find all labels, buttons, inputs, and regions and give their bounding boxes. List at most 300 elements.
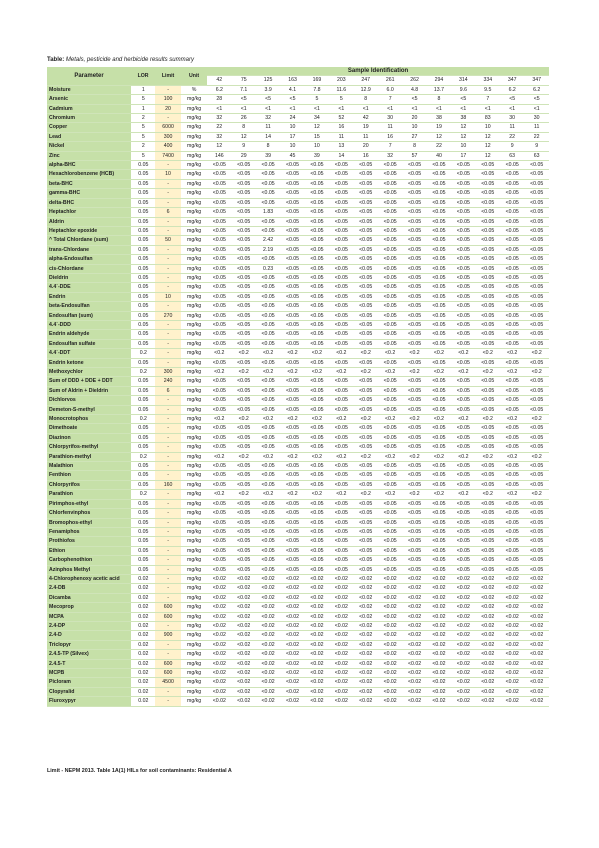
result-cell: <0.05	[329, 527, 353, 536]
limit-cell: 600	[155, 669, 181, 678]
result-cell: 4.8	[402, 85, 426, 94]
result-cell: <0.02	[451, 612, 475, 621]
result-cell: <0.05	[354, 292, 378, 301]
result-cell: <0.05	[354, 386, 378, 395]
result-cell: <0.05	[476, 161, 500, 170]
result-cell: <0.05	[451, 499, 475, 508]
result-cell: <0.05	[500, 273, 524, 282]
lor-cell: 0.05	[131, 236, 155, 245]
result-cell: <0.02	[402, 659, 426, 668]
result-cell: <0.05	[500, 208, 524, 217]
lor-cell: 0.02	[131, 697, 155, 706]
unit-cell: mg/kg	[181, 161, 207, 170]
result-cell: <0.05	[329, 264, 353, 273]
result-cell: <0.05	[524, 320, 549, 329]
result-cell: <0.05	[305, 255, 329, 264]
result-cell: <0.2	[305, 452, 329, 461]
lor-cell: 5	[131, 95, 155, 104]
result-cell: <0.2	[354, 452, 378, 461]
table-row	[47, 424, 549, 433]
result-cell: 12	[451, 123, 475, 132]
sample-id-header: 169	[305, 76, 329, 85]
result-cell: <0.02	[451, 584, 475, 593]
result-cell: 22	[524, 132, 549, 141]
result-cell: <0.02	[378, 631, 402, 640]
result-cell: <0.05	[524, 292, 549, 301]
result-cell: <0.02	[354, 659, 378, 668]
result-cell: 10	[280, 123, 304, 132]
result-cell: <0.05	[476, 405, 500, 414]
result-cell: <0.02	[402, 612, 426, 621]
result-cell: <0.05	[402, 330, 426, 339]
table-row	[47, 574, 549, 583]
result-cell: <0.05	[232, 377, 256, 386]
result-cell: <0.02	[280, 593, 304, 602]
result-cell: <0.05	[207, 217, 231, 226]
result-cell: <0.05	[305, 358, 329, 367]
result-cell: <0.05	[207, 386, 231, 395]
limit-cell: -	[155, 433, 181, 442]
table-row	[47, 283, 549, 292]
result-cell: <0.05	[329, 255, 353, 264]
limit-cell: 6	[155, 386, 181, 395]
result-cell: <0.05	[354, 537, 378, 546]
result-cell: <0.05	[378, 405, 402, 414]
limit-cell: 400	[155, 142, 181, 151]
result-cell: <0.2	[378, 415, 402, 424]
result-cell: <0.02	[280, 678, 304, 687]
result-cell: <0.05	[280, 556, 304, 565]
result-cell: <0.05	[329, 330, 353, 339]
result-cell: <0.05	[402, 537, 426, 546]
result-cell: 5	[329, 95, 353, 104]
result-cell: <0.05	[329, 537, 353, 546]
result-cell: <0.05	[256, 509, 280, 518]
unit-cell: mg/kg	[181, 283, 207, 292]
result-cell: <0.02	[451, 669, 475, 678]
result-cell: 11	[500, 123, 524, 132]
result-cell: <0.05	[476, 546, 500, 555]
result-cell: <0.05	[451, 255, 475, 264]
result-cell: <0.05	[256, 292, 280, 301]
limit-cell: 270	[155, 311, 181, 320]
unit-cell: mg/kg	[181, 640, 207, 649]
result-cell: <0.05	[354, 283, 378, 292]
result-cell: <0.05	[232, 556, 256, 565]
result-cell: <0.02	[354, 650, 378, 659]
result-cell: 32	[207, 132, 231, 141]
result-cell: <0.05	[256, 546, 280, 555]
result-cell: <0.05	[378, 537, 402, 546]
lor-cell: 0.05	[131, 537, 155, 546]
result-cell: <0.05	[232, 170, 256, 179]
result-cell: 12	[305, 123, 329, 132]
result-cell: <0.02	[232, 678, 256, 687]
result-cell: <0.05	[378, 527, 402, 536]
lor-cell: 0.05	[131, 377, 155, 386]
limit-cell: 7400	[155, 151, 181, 160]
result-cell: <1	[476, 104, 500, 113]
result-cell: <0.05	[329, 236, 353, 245]
result-cell: <0.02	[378, 650, 402, 659]
result-cell: <0.05	[280, 443, 304, 452]
result-cell: 19	[427, 123, 451, 132]
result-cell: <0.02	[329, 574, 353, 583]
sample-id-header: 203	[329, 76, 353, 85]
result-cell: <0.05	[256, 471, 280, 480]
result-cell: <0.02	[232, 697, 256, 706]
result-cell: <0.05	[402, 302, 426, 311]
sample-id-header: 163	[280, 76, 304, 85]
result-cell: <0.05	[329, 565, 353, 574]
result-cell: <0.05	[354, 433, 378, 442]
result-cell: <0.02	[427, 659, 451, 668]
limit-cell: 240	[155, 377, 181, 386]
result-cell: <0.2	[280, 349, 304, 358]
result-cell: <1	[354, 104, 378, 113]
result-cell: <0.05	[476, 189, 500, 198]
result-cell: <0.02	[305, 621, 329, 630]
lor-cell: 0.02	[131, 593, 155, 602]
result-cell: <0.05	[329, 170, 353, 179]
result-cell: <0.05	[280, 377, 304, 386]
result-cell: <0.02	[232, 574, 256, 583]
result-cell: <0.05	[280, 499, 304, 508]
result-cell: <0.05	[427, 198, 451, 207]
result-cell: <0.02	[402, 584, 426, 593]
result-cell: <0.05	[232, 424, 256, 433]
result-cell: <0.05	[427, 189, 451, 198]
result-cell: <0.05	[232, 527, 256, 536]
result-cell: <0.05	[402, 311, 426, 320]
limit-cell: -	[155, 650, 181, 659]
result-cell: <0.2	[305, 349, 329, 358]
result-cell: <0.05	[207, 255, 231, 264]
result-cell: <0.05	[329, 339, 353, 348]
limit-cell: -	[155, 687, 181, 696]
result-cell: <0.05	[500, 396, 524, 405]
table-row	[47, 433, 549, 442]
result-cell: <0.05	[524, 537, 549, 546]
unit-cell: mg/kg	[181, 349, 207, 358]
result-cell: <0.02	[232, 621, 256, 630]
result-cell: <0.02	[232, 584, 256, 593]
result-cell: <0.02	[451, 593, 475, 602]
unit-cell: mg/kg	[181, 612, 207, 621]
table-row	[47, 603, 549, 612]
result-cell: <0.05	[207, 245, 231, 254]
parameter-cell: Parathion	[47, 490, 131, 499]
result-cell: <0.05	[280, 189, 304, 198]
table-row	[47, 499, 549, 508]
result-cell: 26	[232, 114, 256, 123]
lor-cell: 0.05	[131, 302, 155, 311]
result-cell: <0.02	[256, 650, 280, 659]
result-cell: <0.05	[232, 433, 256, 442]
result-cell: <0.05	[402, 217, 426, 226]
parameter-cell: 2.4-DB	[47, 584, 131, 593]
result-cell: <0.05	[280, 179, 304, 188]
result-cell: <0.05	[427, 330, 451, 339]
result-cell: <0.02	[354, 697, 378, 706]
result-cell: <0.05	[524, 499, 549, 508]
result-cell: <0.05	[354, 565, 378, 574]
result-cell: <0.05	[378, 161, 402, 170]
result-cell: <0.02	[256, 603, 280, 612]
unit-cell: mg/kg	[181, 574, 207, 583]
result-cell: <0.02	[280, 603, 304, 612]
result-cell: <0.02	[500, 593, 524, 602]
result-cell: <0.05	[402, 189, 426, 198]
result-cell: 28	[207, 95, 231, 104]
table-row	[47, 546, 549, 555]
result-cell: <0.02	[232, 640, 256, 649]
result-cell: <0.05	[305, 292, 329, 301]
table-row	[47, 264, 549, 273]
result-cell: <0.2	[305, 490, 329, 499]
limit-cell: -	[155, 640, 181, 649]
result-cell: <0.05	[500, 161, 524, 170]
result-cell: 10	[451, 142, 475, 151]
result-cell: <0.05	[232, 443, 256, 452]
result-cell: 12	[232, 132, 256, 141]
parameter-cell: Zinc	[47, 151, 131, 160]
limit-cell: -	[155, 189, 181, 198]
result-cell: <0.2	[378, 490, 402, 499]
lor-cell: 0.05	[131, 320, 155, 329]
result-cell: <0.02	[280, 612, 304, 621]
result-cell: 13	[329, 142, 353, 151]
result-cell: <0.02	[256, 612, 280, 621]
result-cell: <0.02	[207, 697, 231, 706]
table-row	[47, 255, 549, 264]
result-cell: <0.05	[232, 273, 256, 282]
result-cell: <0.05	[524, 358, 549, 367]
result-cell: 52	[329, 114, 353, 123]
result-cell: <0.02	[256, 640, 280, 649]
result-cell: <0.05	[427, 226, 451, 235]
result-cell: <0.02	[451, 659, 475, 668]
result-cell: <0.02	[378, 603, 402, 612]
unit-cell: mg/kg	[181, 377, 207, 386]
result-cell: <0.02	[305, 669, 329, 678]
parameter-cell: Chlorpyrifos	[47, 480, 131, 489]
result-cell: <0.02	[524, 678, 549, 687]
result-cell: <0.05	[427, 255, 451, 264]
result-cell: <0.05	[354, 518, 378, 527]
result-cell: <0.05	[500, 339, 524, 348]
result-cell: <0.2	[256, 490, 280, 499]
header-lor: LOR	[131, 67, 155, 85]
lor-cell: 0.05	[131, 386, 155, 395]
result-cell: <0.05	[378, 424, 402, 433]
table-row	[47, 236, 549, 245]
result-cell: <0.05	[402, 179, 426, 188]
result-cell: <0.05	[378, 302, 402, 311]
result-cell: <0.2	[378, 368, 402, 377]
result-cell: <0.05	[427, 245, 451, 254]
result-cell: <0.05	[280, 302, 304, 311]
result-cell: <0.05	[402, 405, 426, 414]
result-cell: <0.02	[256, 574, 280, 583]
result-cell: <0.05	[476, 217, 500, 226]
result-cell: <0.05	[256, 462, 280, 471]
lor-cell: 0.02	[131, 584, 155, 593]
result-cell: <0.2	[232, 415, 256, 424]
result-cell: <0.02	[524, 669, 549, 678]
result-cell: <0.02	[280, 621, 304, 630]
table-row	[47, 537, 549, 546]
result-cell: <0.05	[402, 424, 426, 433]
parameter-cell: Endosulfan sulfate	[47, 339, 131, 348]
result-cell: <0.05	[524, 161, 549, 170]
parameter-cell: Lead	[47, 132, 131, 141]
result-cell: <0.02	[476, 678, 500, 687]
result-cell: <0.05	[305, 208, 329, 217]
result-cell: <0.05	[524, 208, 549, 217]
result-cell: <0.05	[305, 217, 329, 226]
result-cell: <0.02	[378, 621, 402, 630]
result-cell: 8	[256, 142, 280, 151]
result-cell: <0.02	[500, 612, 524, 621]
result-cell: <1	[329, 104, 353, 113]
result-cell: <0.02	[378, 678, 402, 687]
result-cell: <0.05	[524, 518, 549, 527]
result-cell: <0.2	[524, 452, 549, 461]
result-cell: <0.02	[207, 650, 231, 659]
limit-cell: -	[155, 697, 181, 706]
result-cell: <0.05	[232, 565, 256, 574]
result-cell: <0.05	[329, 208, 353, 217]
result-cell: <0.05	[500, 358, 524, 367]
result-cell: <0.02	[427, 697, 451, 706]
result-cell: <0.05	[378, 330, 402, 339]
result-cell: <0.02	[354, 678, 378, 687]
result-cell: <0.02	[476, 669, 500, 678]
result-cell: <0.05	[500, 462, 524, 471]
table-row	[47, 386, 549, 395]
result-cell: <0.02	[402, 631, 426, 640]
lor-cell: 0.05	[131, 518, 155, 527]
result-cell: <1	[256, 104, 280, 113]
lor-cell: 0.02	[131, 603, 155, 612]
sample-id-header: 347	[524, 76, 549, 85]
limit-cell: -	[155, 283, 181, 292]
result-cell: <0.2	[500, 452, 524, 461]
table-row	[47, 208, 549, 217]
result-cell: <0.05	[402, 226, 426, 235]
result-cell: <1	[378, 104, 402, 113]
result-cell: <0.05	[305, 302, 329, 311]
result-cell: <0.02	[207, 678, 231, 687]
unit-cell: mg/kg	[181, 208, 207, 217]
result-cell: 11	[524, 123, 549, 132]
result-cell: 14	[256, 132, 280, 141]
result-cell: <1	[232, 104, 256, 113]
result-cell: <0.05	[427, 499, 451, 508]
result-cell: <0.05	[305, 339, 329, 348]
result-cell: <0.05	[280, 433, 304, 442]
result-cell: <0.05	[476, 320, 500, 329]
result-cell: <0.05	[427, 405, 451, 414]
limit-cell: -	[155, 509, 181, 518]
result-cell: 5	[305, 95, 329, 104]
result-cell: <0.02	[476, 584, 500, 593]
result-cell: <0.02	[378, 640, 402, 649]
unit-cell: %	[181, 85, 207, 94]
result-cell: <0.02	[451, 678, 475, 687]
result-cell: <0.05	[329, 273, 353, 282]
lor-cell: 0.05	[131, 443, 155, 452]
result-cell: <0.05	[500, 217, 524, 226]
result-cell: <0.05	[451, 292, 475, 301]
result-cell: 57	[402, 151, 426, 160]
result-cell: <0.05	[280, 424, 304, 433]
result-cell: <0.02	[524, 650, 549, 659]
result-cell: <0.02	[451, 631, 475, 640]
result-cell: 7	[378, 142, 402, 151]
lor-cell: 0.05	[131, 330, 155, 339]
result-cell: <0.05	[427, 509, 451, 518]
result-cell: <0.05	[232, 189, 256, 198]
result-cell: <0.02	[232, 687, 256, 696]
table-row	[47, 621, 549, 630]
result-cell: <0.05	[451, 443, 475, 452]
table-row	[47, 612, 549, 621]
lor-cell: 0.05	[131, 170, 155, 179]
result-cell: <0.02	[524, 603, 549, 612]
sample-id-header: 247	[354, 76, 378, 85]
result-cell: <0.05	[207, 330, 231, 339]
result-cell: <0.02	[427, 640, 451, 649]
result-cell: <0.05	[378, 245, 402, 254]
result-cell: 9.5	[476, 85, 500, 94]
result-cell: <0.05	[232, 462, 256, 471]
result-cell: 32	[207, 114, 231, 123]
result-cell: <0.05	[256, 161, 280, 170]
result-cell: 11	[329, 132, 353, 141]
result-cell: <0.02	[280, 669, 304, 678]
unit-cell: mg/kg	[181, 537, 207, 546]
result-cell: <0.02	[207, 640, 231, 649]
result-cell: <0.02	[256, 593, 280, 602]
result-cell: <0.2	[280, 368, 304, 377]
result-cell: <0.05	[427, 302, 451, 311]
result-cell: <0.05	[256, 443, 280, 452]
result-cell: <0.05	[402, 236, 426, 245]
result-cell: <0.2	[402, 452, 426, 461]
result-cell: <0.05	[354, 527, 378, 536]
result-cell: <0.05	[207, 462, 231, 471]
parameter-cell: Carbophenothion	[47, 556, 131, 565]
limit-cell: 4500	[155, 678, 181, 687]
unit-cell: mg/kg	[181, 226, 207, 235]
result-cell: <0.05	[280, 330, 304, 339]
result-cell: 83	[476, 114, 500, 123]
result-cell: 6.2	[500, 85, 524, 94]
limit-cell: -	[155, 85, 181, 94]
limit-cell: -	[155, 518, 181, 527]
table-row	[47, 302, 549, 311]
result-cell: <0.05	[329, 396, 353, 405]
result-cell: <0.05	[207, 424, 231, 433]
result-cell: <0.05	[451, 330, 475, 339]
result-cell: <0.05	[500, 546, 524, 555]
sample-id-header: 334	[476, 76, 500, 85]
unit-cell: mg/kg	[181, 405, 207, 414]
result-cell: <0.05	[524, 217, 549, 226]
result-cell: <0.05	[476, 377, 500, 386]
